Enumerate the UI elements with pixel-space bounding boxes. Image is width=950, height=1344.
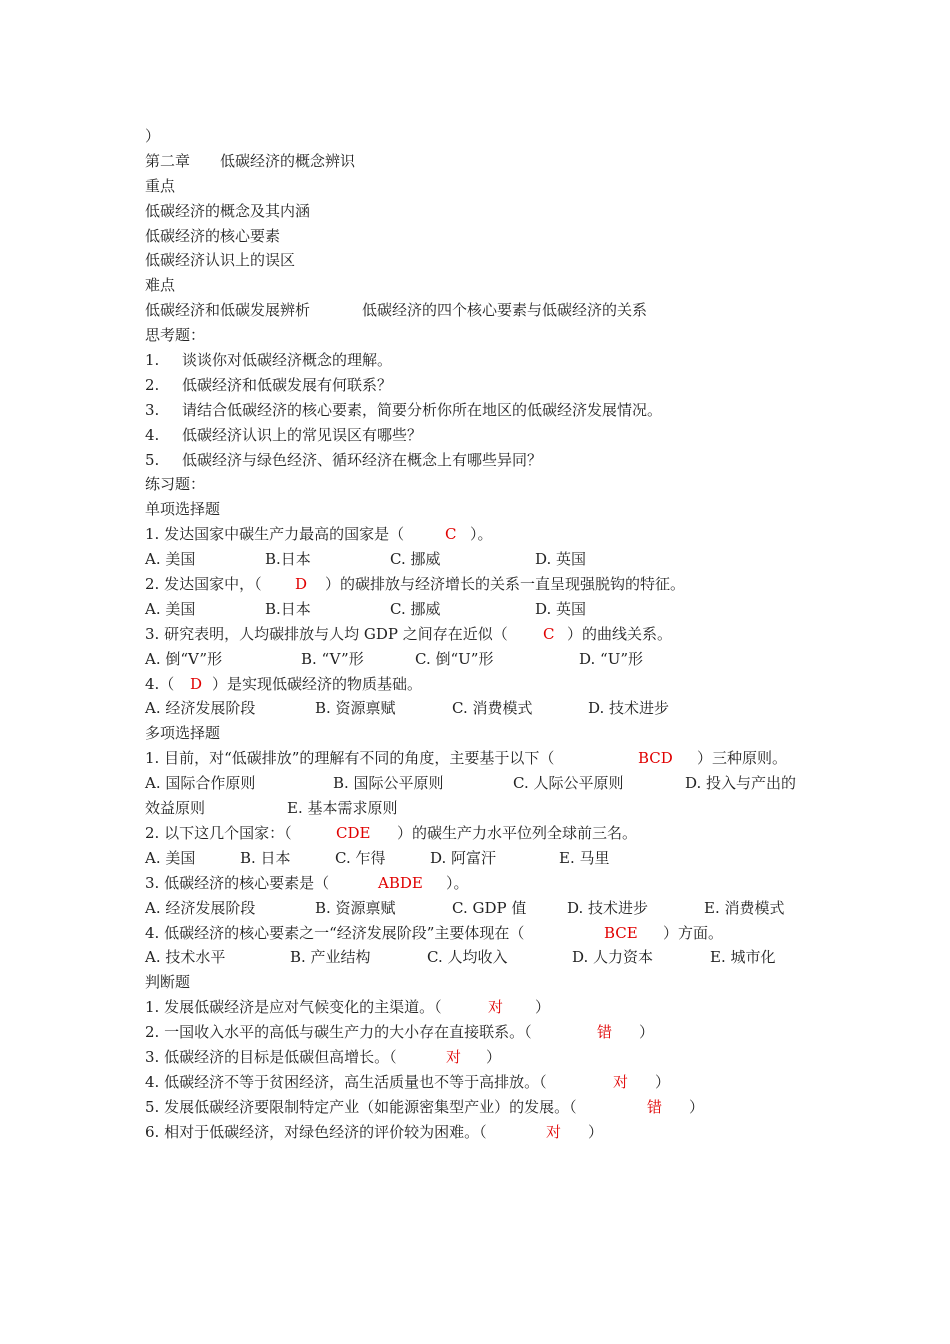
chapter-number: 第二章 bbox=[145, 151, 191, 170]
thinking-question: 1. 谈谈你对低碳经济概念的理解。 bbox=[145, 351, 393, 370]
difficult-item-2: 低碳经济的四个核心要素与低碳经济的关系 bbox=[362, 301, 648, 320]
thinking-question: 4. 低碳经济认识上的常见误区有哪些？ bbox=[145, 425, 423, 444]
multi-choice-heading: 多项选择题 bbox=[145, 724, 221, 743]
single-question: 3. 研究表明，人均碳排放与人均 GDP 之间存在近似（ C ）的曲线关系。 bbox=[145, 622, 845, 647]
difficult-items bbox=[145, 298, 845, 323]
key-point-item: 低碳经济的核心要素 bbox=[145, 226, 281, 245]
document-page bbox=[145, 124, 845, 1145]
exercise-heading: 练习题： bbox=[145, 475, 206, 494]
answer: ABDE bbox=[378, 873, 423, 892]
multi-options: A. 国际合作原则 B. 国际公平原则 C. 人际公平原则 D. 投入与产出的 bbox=[145, 774, 797, 793]
answer: CDE bbox=[336, 823, 371, 842]
answer: BCE bbox=[604, 923, 638, 942]
stray-paren-line bbox=[145, 124, 845, 149]
single-options: A. 美国 B.日本 C. 挪威 D. 英国 bbox=[145, 599, 587, 618]
single-question: 2. 发达国家中，（ D ）的碳排放与经济增长的关系一直呈现强脱钩的特征。 bbox=[145, 572, 845, 597]
judge-question: 5. 发展低碳经济要限制特定产业（如能源密集型产业）的发展。（ 错 ） bbox=[145, 1095, 845, 1120]
answer: 错 bbox=[647, 1097, 663, 1116]
answer: C bbox=[445, 525, 457, 544]
single-question: 4.（ D ）是实现低碳经济的物质基础。 bbox=[145, 672, 845, 697]
single-options: A. 经济发展阶段 B. 资源禀赋 C. 消费模式 D. 技术进步 bbox=[145, 699, 670, 718]
answer: D bbox=[295, 575, 308, 594]
multi-options: A. 技术水平 B. 产业结构 C. 人均收入 D. 人力资本 E. 城市化 bbox=[145, 948, 776, 967]
multi-options: A. 经济发展阶段 B. 资源禀赋 C. GDP 值 D. 技术进步 E. 消费模式 bbox=[145, 898, 785, 917]
single-options: A. 倒“V”形 B. “V”形 C. 倒“U”形 D. “U”形 bbox=[145, 649, 644, 668]
key-points-heading: 重点 bbox=[145, 176, 176, 195]
multi-options: A. 美国 B. 日本 C. 乍得 D. 阿富汗 E. 马里 bbox=[145, 848, 610, 867]
thinking-question: 3. 请结合低碳经济的核心要素，简要分析你所在地区的低碳经济发展情况。 bbox=[145, 400, 663, 419]
difficult-item-1: 低碳经济和低碳发展辨析 bbox=[145, 301, 311, 320]
answer: 对 bbox=[613, 1072, 629, 1091]
multi-question: 3. 低碳经济的核心要素是（ ABDE ）。 bbox=[145, 871, 845, 896]
chapter-name: 低碳经济的概念辨识 bbox=[220, 151, 356, 170]
answer: 对 bbox=[546, 1122, 562, 1141]
multi-question: 1. 目前，对“低碳排放”的理解有不同的角度，主要基于以下（ BCD ）三种原则。 bbox=[145, 746, 845, 771]
single-choice-heading: 单项选择题 bbox=[145, 500, 221, 519]
answer: D bbox=[190, 674, 203, 693]
judge-question: 2. 一国收入水平的高低与碳生产力的大小存在直接联系。（ 错 ） bbox=[145, 1020, 845, 1045]
judge-question: 1. 发展低碳经济是应对气候变化的主渠道。（ 对 ） bbox=[145, 995, 845, 1020]
answer: 对 bbox=[446, 1047, 462, 1066]
chapter-title bbox=[145, 149, 845, 174]
thinking-question: 2. 低碳经济和低碳发展有何联系？ bbox=[145, 375, 393, 394]
single-options: A. 美国 B.日本 C. 挪威 D. 英国 bbox=[145, 550, 587, 569]
judge-question: 3. 低碳经济的目标是低碳但高增长。（ 对 ） bbox=[145, 1045, 845, 1070]
multi-question: 4. 低碳经济的核心要素之一“经济发展阶段”主要体现在（ BCE ）方面。 bbox=[145, 921, 845, 946]
single-question: 1. 发达国家中碳生产力最高的国家是（ C ）。 bbox=[145, 522, 845, 547]
answer: 错 bbox=[597, 1023, 613, 1042]
difficult-heading: 难点 bbox=[145, 276, 176, 295]
multi-question: 2. 以下这几个国家：（ CDE ）的碳生产力水平位列全球前三名。 bbox=[145, 821, 845, 846]
answer: BCD bbox=[638, 749, 673, 768]
thinking-heading: 思考题： bbox=[145, 326, 206, 345]
thinking-question: 5. 低碳经济与绿色经济、循环经济在概念上有哪些异同？ bbox=[145, 450, 543, 469]
judge-question: 6. 相对于低碳经济，对绿色经济的评价较为困难。（ 对 ） bbox=[145, 1120, 845, 1145]
multi-options-continued: 效益原则 E. 基本需求原则 bbox=[145, 799, 398, 818]
judge-heading: 判断题 bbox=[145, 973, 191, 992]
judge-question: 4. 低碳经济不等于贫困经济，高生活质量也不等于高排放。（ 对 ） bbox=[145, 1070, 845, 1095]
key-point-item: 低碳经济的概念及其内涵 bbox=[145, 201, 311, 220]
answer: 对 bbox=[488, 998, 504, 1017]
answer: C bbox=[543, 624, 555, 643]
key-point-item: 低碳经济认识上的误区 bbox=[145, 251, 296, 270]
stray-paren: ） bbox=[145, 127, 161, 145]
